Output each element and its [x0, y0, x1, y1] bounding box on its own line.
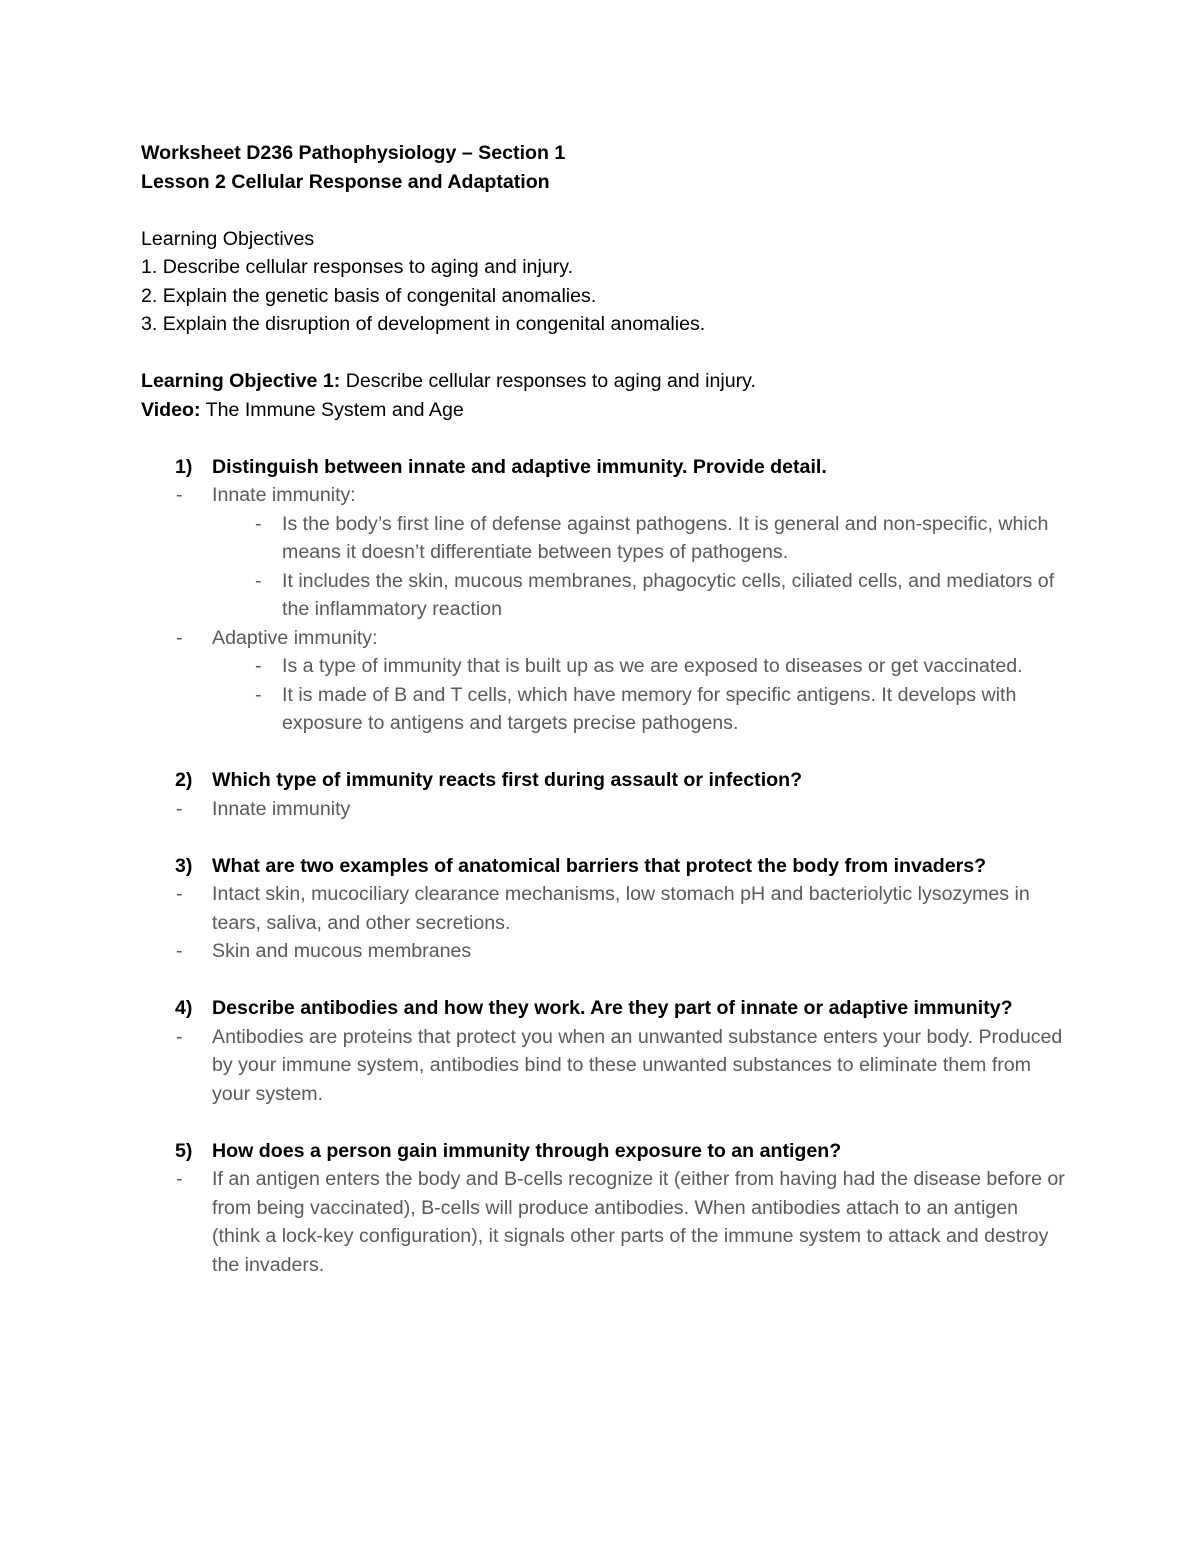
- spacer: [141, 966, 1071, 995]
- question-number: 2): [175, 769, 193, 791]
- answer-text: Is the body’s first line of defense against pathogens. It is general and non-specific, which means it doesn’t differentiate between types of pathogens.: [282, 512, 1049, 563]
- bullet-dash: -: [255, 569, 262, 592]
- bullet-dash: -: [176, 484, 183, 506]
- answer-text: Innate immunity:: [212, 484, 356, 506]
- answer-text: Intact skin, mucociliary clearance mechanisms, low stomach pH and bacteriolytic lysozymes in tears, saliva, and other secretions.: [212, 883, 1030, 934]
- answer-bullet: [141, 1165, 1071, 1279]
- answer-text: Is a type of immunity that is built up as we are exposed to diseases or get vaccinated.: [282, 655, 1023, 677]
- answer-sub-bullet: [141, 681, 1071, 738]
- objective-item: 2. Explain the genetic basis of congenital anomalies.: [141, 284, 597, 307]
- question-3: [141, 852, 1071, 881]
- question-number: 3): [175, 854, 193, 877]
- bullet-dash: -: [176, 1025, 183, 1048]
- question-2: [141, 766, 1071, 795]
- answer-text: Antibodies are proteins that protect you when an unwanted substance enters your body. Produced by your immune system, antibodies bind to these unwanted substances to eliminate them from your system.: [212, 1025, 1063, 1105]
- bullet-dash: -: [255, 512, 262, 535]
- bullet-dash: -: [176, 797, 183, 820]
- worksheet-title: Worksheet D236 Pathophysiology – Section 1: [141, 142, 566, 164]
- question-4: [141, 994, 1071, 1023]
- answer-bullet: [141, 481, 1071, 510]
- answer-bullet: [141, 937, 1071, 966]
- answer-sub-bullet: [141, 510, 1071, 567]
- question-number: 5): [175, 1139, 193, 1162]
- answer-text: If an antigen enters the body and B-cells recognize it (either from having had the disease before or from being vaccinated), B-cells will produce antibodies. When antibodies attach to an antigen (think a lock-key configuration), it signals other parts of the immune system to attack and destroy the invaders.: [212, 1168, 1065, 1276]
- question-number: 1): [175, 455, 193, 478]
- answer-sub-bullet: [141, 652, 1071, 681]
- answer-bullet: [141, 880, 1071, 937]
- question-number: 4): [175, 997, 193, 1019]
- answer-text: Skin and mucous membranes: [212, 940, 472, 962]
- question-1: [141, 453, 1071, 482]
- spacer: [141, 424, 1071, 453]
- question-text: Which type of immunity reacts first during assault or infection?: [212, 769, 803, 791]
- spacer: [141, 1108, 1071, 1137]
- answer-text: It is made of B and T cells, which have memory for specific antigens. It develops with exposure to antigens and targets precise pathogens.: [282, 683, 1017, 734]
- video-line: [141, 396, 1071, 425]
- answer-text: It includes the skin, mucous membranes, phagocytic cells, ciliated cells, and mediators of the inflammatory reaction: [282, 569, 1055, 620]
- answer-text: Adaptive immunity:: [212, 626, 378, 649]
- document-content: [141, 139, 1071, 1279]
- answer-bullet: [141, 1023, 1071, 1109]
- bullet-dash: -: [176, 626, 183, 649]
- bullet-dash: -: [176, 1168, 183, 1190]
- question-text: What are two examples of anatomical barriers that protect the body from invaders?: [212, 854, 987, 877]
- objective-1-line: [141, 367, 1071, 396]
- bullet-dash: -: [176, 940, 183, 962]
- objective-1-text: Describe cellular responses to aging and injury.: [340, 370, 756, 392]
- objective-item: 1. Describe cellular responses to aging and injury.: [141, 256, 574, 278]
- spacer: [141, 196, 1071, 225]
- objective-1-label: Learning Objective 1:: [141, 370, 341, 392]
- lesson-title: Lesson 2 Cellular Response and Adaptation: [141, 170, 550, 193]
- question-text: Describe antibodies and how they work. Are they part of innate or adaptive immunity?: [212, 997, 1013, 1019]
- video-label: Video:: [141, 398, 201, 421]
- spacer: [141, 823, 1071, 852]
- answer-bullet: [141, 624, 1071, 653]
- answer-sub-bullet: [141, 567, 1071, 624]
- bullet-dash: -: [255, 655, 262, 677]
- question-text: Distinguish between innate and adaptive immunity. Provide detail.: [212, 455, 827, 478]
- bullet-dash: -: [255, 683, 262, 706]
- video-title: The Immune System and Age: [200, 398, 464, 421]
- objective-item: 3. Explain the disruption of development in congenital anomalies.: [141, 313, 706, 335]
- answer-text: Innate immunity: [212, 797, 351, 820]
- question-text: How does a person gain immunity through exposure to an antigen?: [212, 1139, 842, 1162]
- answer-bullet: [141, 795, 1071, 824]
- bullet-dash: -: [176, 883, 183, 905]
- spacer: [141, 738, 1071, 767]
- spacer: [141, 339, 1071, 368]
- objectives-heading: Learning Objectives: [141, 227, 315, 250]
- question-5: [141, 1137, 1071, 1166]
